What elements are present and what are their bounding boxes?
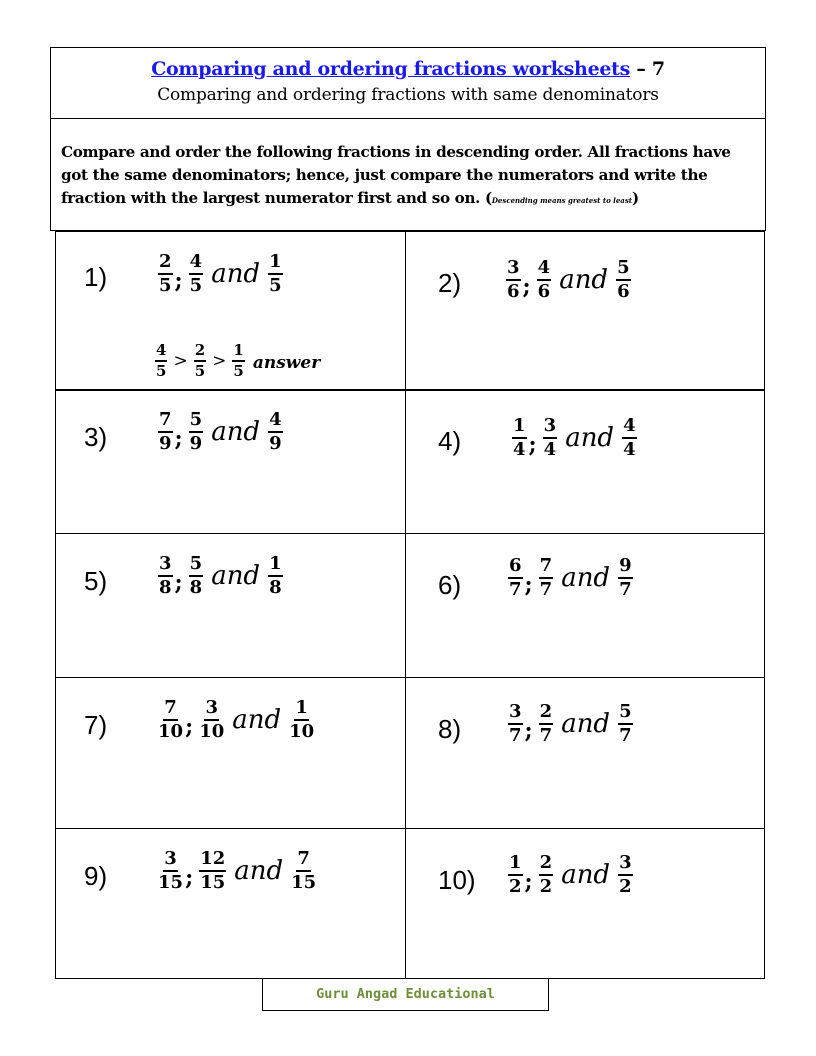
fraction: [194, 342, 206, 380]
fraction: [158, 698, 183, 742]
denominator: 4: [623, 439, 636, 460]
denominator: 7: [539, 725, 553, 746]
numerator: 5: [189, 410, 204, 433]
denominator: 7: [539, 579, 553, 600]
fraction-list: [156, 252, 285, 296]
fraction: [291, 849, 316, 893]
numerator: 2: [539, 853, 554, 876]
numerator: 6: [508, 556, 523, 579]
title-link[interactable]: Comparing and ordering fractions worksheets: [151, 58, 631, 80]
numerator: 7: [539, 556, 554, 579]
denominator: 8: [159, 577, 172, 598]
denominator: 7: [509, 725, 522, 746]
denominator: 8: [189, 577, 203, 598]
separator: ;: [528, 432, 537, 458]
separator: ;: [524, 572, 533, 598]
instructions-close: ): [632, 189, 639, 207]
numerator: 3: [506, 258, 521, 281]
numerator: 7: [163, 698, 178, 721]
numerator: 1: [294, 698, 309, 721]
denominator: 5: [233, 362, 244, 380]
and-word: and: [561, 860, 611, 890]
worksheet-title: [51, 58, 765, 80]
denominator: 6: [507, 281, 520, 302]
and-word: and: [232, 705, 282, 735]
numerator: 7: [158, 410, 173, 433]
fraction: [268, 554, 283, 598]
problem-number: 6): [438, 570, 462, 600]
denominator: 10: [199, 721, 225, 742]
numerator: 3: [158, 554, 173, 577]
problem-number: 1): [84, 262, 108, 292]
problem-cell: [56, 678, 405, 818]
separator: ;: [174, 570, 183, 596]
instructions-note: Descending means greatest to least: [491, 196, 632, 205]
greater-than-sign: >: [212, 351, 227, 371]
separator: ;: [174, 426, 183, 452]
separator: ;: [185, 714, 194, 740]
fraction: [199, 849, 226, 893]
and-word: and: [211, 259, 261, 289]
numerator: 1: [512, 416, 527, 439]
fraction: [508, 702, 523, 746]
problem-cell: [56, 390, 405, 530]
denominator: 5: [159, 275, 172, 296]
fraction-list: [156, 849, 318, 893]
and-word: and: [211, 417, 261, 447]
denominator: 15: [200, 872, 226, 893]
problem-number: 5): [84, 566, 108, 596]
numerator: 1: [508, 853, 523, 876]
numerator: 3: [508, 702, 523, 725]
numerator: 1: [268, 554, 283, 577]
numerator: 1: [232, 342, 244, 362]
numerator: 1: [268, 252, 283, 275]
denominator: 4: [543, 439, 557, 460]
fraction: [508, 556, 523, 600]
numerator: 9: [618, 556, 633, 579]
footer-credit: [262, 979, 549, 1011]
separator: ;: [185, 865, 194, 891]
denominator: 9: [159, 433, 172, 454]
fraction: [158, 554, 173, 598]
title-number: – 7: [630, 58, 665, 80]
fraction-list: [506, 853, 635, 897]
denominator: 6: [537, 281, 551, 302]
fraction: [508, 853, 523, 897]
denominator: 7: [509, 579, 522, 600]
instructions: [50, 119, 766, 231]
denominator: 5: [156, 362, 167, 380]
numerator: 4: [622, 416, 637, 439]
numerator: 4: [155, 342, 167, 362]
fraction: [268, 252, 283, 296]
denominator: 5: [194, 362, 206, 380]
fraction-list: [504, 258, 633, 302]
denominator: 6: [617, 281, 630, 302]
numerator: 4: [537, 258, 552, 281]
problem-number: 10): [438, 865, 476, 895]
fraction: [539, 853, 554, 897]
numerator: 4: [189, 252, 204, 275]
separator: ;: [524, 718, 533, 744]
denominator: 10: [158, 721, 184, 742]
fraction: [289, 698, 314, 742]
fraction: [268, 410, 283, 454]
fraction: [155, 342, 167, 380]
fraction: [158, 849, 183, 893]
worksheet-header: [50, 47, 766, 119]
and-word: and: [561, 709, 611, 739]
greater-than-sign: >: [173, 351, 188, 371]
fraction: [622, 416, 637, 460]
fraction-list: [506, 702, 635, 746]
and-word: and: [565, 423, 615, 453]
problem-cell: [406, 534, 755, 674]
fraction: [232, 342, 244, 380]
footer-text: Guru Angad Educational: [316, 986, 495, 1002]
fraction: [539, 556, 554, 600]
problem-number: 3): [84, 422, 108, 452]
denominator: 9: [189, 433, 203, 454]
denominator: 9: [269, 433, 282, 454]
denominator: 5: [269, 275, 282, 296]
fraction-list: [506, 556, 635, 600]
numerator: 5: [616, 258, 631, 281]
numerator: 3: [543, 416, 558, 439]
worksheet-subtitle: Comparing and ordering fractions with same denominators: [157, 85, 659, 105]
denominator: 4: [513, 439, 526, 460]
fraction: [539, 702, 554, 746]
fraction: [189, 410, 204, 454]
and-word: and: [559, 265, 609, 295]
numerator: 2: [539, 702, 554, 725]
numerator: 4: [268, 410, 283, 433]
separator: ;: [522, 274, 531, 300]
problem-cell: [406, 390, 755, 530]
problem-grid: [55, 231, 765, 979]
numerator: 3: [618, 853, 633, 876]
fraction: [158, 252, 173, 296]
denominator: 15: [158, 872, 184, 893]
fraction-list: [156, 410, 285, 454]
denominator: 2: [509, 876, 522, 897]
numerator: 3: [204, 698, 219, 721]
denominator: 8: [269, 577, 282, 598]
fraction: [616, 258, 631, 302]
fraction-list: [156, 554, 285, 598]
numerator: 3: [163, 849, 178, 872]
problem-number: 8): [438, 714, 462, 744]
denominator: 2: [619, 876, 632, 897]
problem-number: 7): [84, 710, 108, 740]
problem-number: 2): [438, 268, 462, 298]
numerator: 2: [194, 342, 206, 362]
problem-cell: [56, 534, 405, 674]
denominator: 10: [289, 721, 315, 742]
fraction: [199, 698, 224, 742]
problem-cell: [406, 678, 755, 818]
and-word: and: [211, 561, 261, 591]
fraction: [618, 702, 633, 746]
and-word: and: [234, 856, 284, 886]
separator: ;: [524, 869, 533, 895]
denominator: 7: [619, 579, 632, 600]
fraction: [618, 556, 633, 600]
problem-cell: [56, 829, 405, 969]
fraction: [189, 252, 204, 296]
fraction-list: [156, 698, 316, 742]
problem-cell: [406, 829, 755, 969]
fraction: [543, 416, 558, 460]
numerator: 5: [618, 702, 633, 725]
denominator: 2: [539, 876, 553, 897]
denominator: 15: [291, 872, 317, 893]
fraction: [537, 258, 552, 302]
fraction: [506, 258, 521, 302]
denominator: 7: [619, 725, 632, 746]
example-answer: [153, 342, 320, 380]
denominator: 5: [189, 275, 203, 296]
instructions-text: Compare and order the following fractions in descending order. All fractions have got the same denominators; hence, just compare the numerators and write the fraction with the largest numerator first and so on. (: [61, 143, 731, 207]
problem-number: 4): [438, 426, 462, 456]
numerator: 5: [189, 554, 204, 577]
problem-cell: [56, 232, 405, 380]
fraction: [158, 410, 173, 454]
numerator: 2: [158, 252, 173, 275]
numerator: 12: [199, 849, 226, 872]
problem-cell: [406, 232, 755, 372]
answer-label: answer: [252, 352, 321, 373]
numerator: 7: [296, 849, 311, 872]
separator: ;: [174, 268, 183, 294]
fraction: [512, 416, 527, 460]
and-word: and: [561, 563, 611, 593]
fraction: [618, 853, 633, 897]
problem-number: 9): [84, 861, 108, 891]
fraction-list: [510, 416, 639, 460]
fraction: [189, 554, 204, 598]
